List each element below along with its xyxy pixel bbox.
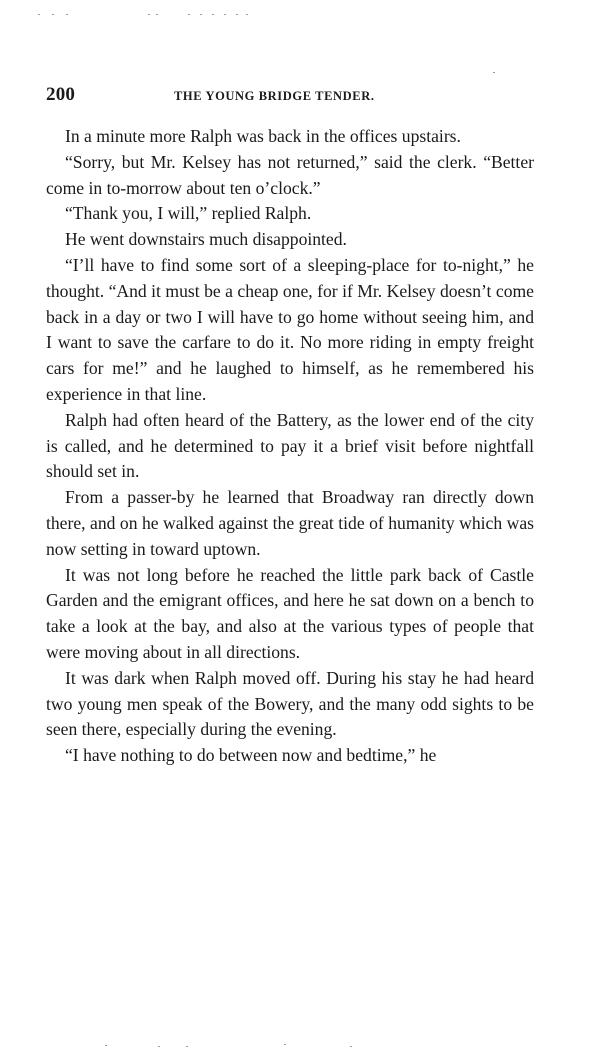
paragraph: “I have nothing to do between now and bedtime,” he: [65, 745, 437, 766]
paragraph: From a passer-by he learned that Broadway ran directly down there, and on he walked against the great tide of humanity which was now setting in toward uptown.: [46, 487, 534, 559]
paragraph: It was dark when Ralph moved off. During his stay he had heard two young men speak of the Bowery, and the many odd sights to be seen there, especially during the evening.: [46, 667, 534, 740]
scan-speck: [200, 14, 202, 15]
paragraph: Ralph had often heard of the Battery, as the lower end of the city is called, and he determined to pay it a brief visit before nightfall should set in.: [46, 409, 534, 482]
scan-speck: [66, 14, 68, 15]
paragraph: In a minute more Ralph was back in the offices upstairs.: [65, 126, 461, 146]
paragraph: “Thank you, I will,” replied Ralph.: [65, 203, 312, 224]
scan-speck: [158, 1046, 160, 1047]
scan-speck: [493, 72, 495, 73]
paragraph: It was not long before he reached the little park back of Castle Garden and the emigrant offices, and here he sat down on a bench to take a look at the bay, and also at the various types of people that were moving about in all directions.: [46, 564, 534, 662]
scan-speck: [188, 14, 190, 15]
scan-speck: [212, 14, 214, 15]
running-title: THE YOUNG BRIDGE TENDER.: [174, 89, 375, 103]
scan-speck: [156, 14, 158, 15]
body-text: [46, 124, 534, 769]
page-header: [46, 84, 536, 108]
scan-speck: [284, 1044, 286, 1045]
scan-speck: [38, 14, 40, 15]
paragraph: “I’ll have to find some sort of a sleeping-place for to-night,” he thought. “And it must be a cheap one, for if Mr. Kelsey doesn’t come back in a day or two I will have to go home without seeing him, and I want to save the carfare to do it. No more riding in empty freight cars for me!” and he laughed to himself, as he remembered his experience in that line.: [46, 254, 534, 404]
scan-speck: [148, 14, 150, 15]
page-number: 200: [46, 84, 76, 105]
scan-speck: [52, 14, 54, 15]
scan-speck: [186, 1046, 188, 1047]
scan-speck: [224, 14, 226, 15]
scan-speck: [350, 1046, 352, 1047]
scan-speck: [246, 14, 248, 15]
paragraph: He went downstairs much disappointed.: [65, 229, 347, 250]
paragraph: “Sorry, but Mr. Kelsey has not returned,” said the clerk. “Better come in to-morrow about ten o’clock.”: [46, 151, 534, 198]
scan-speck: [105, 1045, 107, 1046]
scan-speck: [236, 14, 238, 15]
